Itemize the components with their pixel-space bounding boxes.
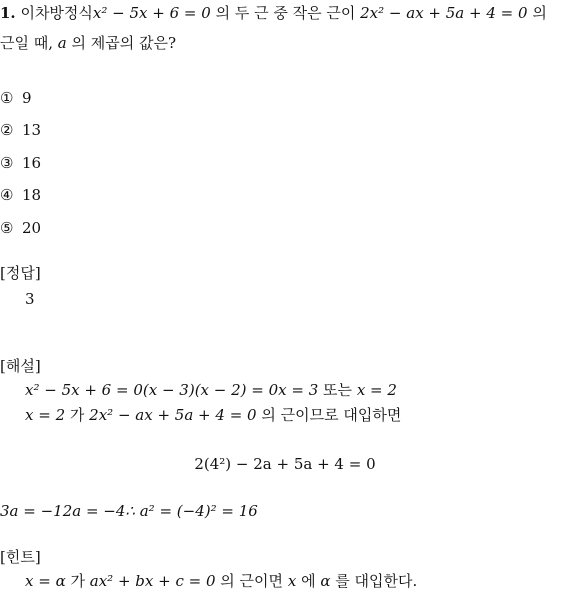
hint-label: [힌트] <box>0 548 41 566</box>
explanation-text: 의 근이므로 대입하면 <box>261 406 402 424</box>
choice-value: 20 <box>22 219 42 237</box>
explanation-label: [해설] <box>0 357 41 375</box>
choice-value: 16 <box>22 154 42 172</box>
question-text: 이차방정식 <box>20 4 93 22</box>
choice-mark: ③ <box>0 154 14 172</box>
hint-line <box>25 571 417 591</box>
explanation-equation: x = 2 <box>356 381 397 399</box>
choice-value: 13 <box>22 121 42 139</box>
choice-mark: ⑤ <box>0 219 14 237</box>
explanation-equation: 2x² − ax + 5a + 4 = 0 <box>89 406 257 424</box>
explanation-text: 가 <box>69 406 85 424</box>
choice-mark: ④ <box>0 186 14 204</box>
answer-label: [정답] <box>0 264 41 282</box>
question-number: 1. <box>0 4 16 22</box>
explanation-line-2 <box>25 405 401 425</box>
hint-text: 가 <box>70 572 85 590</box>
hint-variable: x <box>287 572 297 590</box>
explanation-display-equation: 2(4²) − 2a + 5a + 4 = 0 <box>194 455 376 473</box>
choice-2[interactable] <box>0 120 41 140</box>
choice-1[interactable] <box>0 88 32 108</box>
explanation-result <box>0 501 258 521</box>
question-text: 의 <box>532 4 547 22</box>
question-text: 의 제곱의 값은? <box>71 34 177 52</box>
explanation-equation: x = 2 <box>25 406 66 424</box>
hint-equation: ax² + bx + c = 0 <box>89 572 216 590</box>
question-text: 의 두 근 중 작은 근이 <box>215 4 356 22</box>
explanation-text: 또는 <box>323 381 353 399</box>
hint-equation: x = α <box>25 572 66 590</box>
explanation-line-1 <box>25 380 397 400</box>
choice-mark: ② <box>0 121 14 139</box>
choice-5[interactable] <box>0 218 41 238</box>
hint-text: 를 대입한다. <box>335 572 418 590</box>
question-line-1 <box>0 3 547 23</box>
choice-4[interactable] <box>0 185 41 205</box>
hint-variable: α <box>320 572 331 590</box>
question-text: 근일 때, <box>0 34 54 52</box>
choice-value: 18 <box>22 186 42 204</box>
variable-a: a <box>57 34 67 52</box>
question-line-2 <box>0 33 176 53</box>
hint-text: 에 <box>301 572 316 590</box>
choice-3[interactable] <box>0 153 41 173</box>
choice-value: 9 <box>22 89 32 107</box>
explanation-equation: x² − 5x + 6 = 0(x − 3)(x − 2) = 0x = 3 <box>25 381 319 399</box>
answer-value: 3 <box>25 290 35 308</box>
hint-text: 의 근이면 <box>220 572 284 590</box>
explanation-equation: 3a = −12a = −4∴ a² = (−4)² = 16 <box>0 502 258 520</box>
choice-mark: ① <box>0 89 14 107</box>
equation-1: x² − 5x + 6 = 0 <box>92 4 211 22</box>
equation-2: 2x² − ax + 5a + 4 = 0 <box>360 4 528 22</box>
